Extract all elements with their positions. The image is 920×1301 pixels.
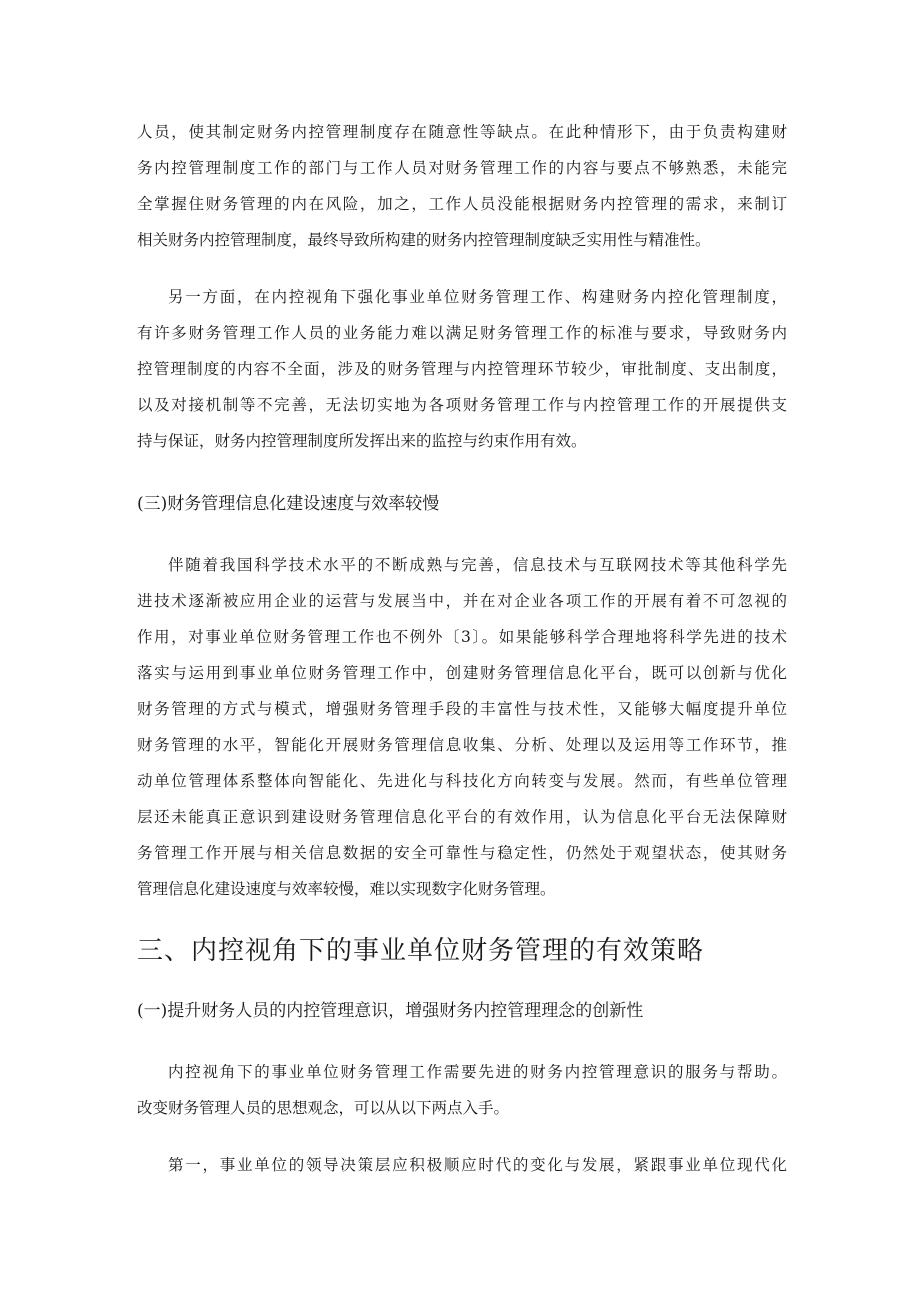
paragraph-line: 人员，使其制定财务内控管理制度存在随意性等缺点。在此种情形下，由于负责构建财 [137,123,787,141]
paragraph-line: 财务管理的水平，智能化开展财务管理信息收集、分析、处理以及运用等工作环节，推 [137,736,787,754]
paragraph-line: 内控视角下的事业单位财务管理工作需要先进的财务内控管理意识的服务与帮助。 [168,1063,787,1081]
paragraph-line: 第一，事业单位的领导决策层应积极顺应时代的变化与发展，紧跟事业单位现代化 [168,1156,787,1174]
paragraph-line: 务内控管理制度工作的部门与工作人员对财务管理工作的内容与要点不够熟悉，未能完 [137,159,787,177]
paragraph-line: 财务管理的方式与模式，增强财务管理手段的丰富性与技术性，又能够大幅度提升单位 [137,700,787,718]
paragraph-line: 落实与运用到事业单位财务管理工作中，创建财务管理信息化平台，既可以创新与优化 [137,664,787,682]
paragraph-line: 务管理工作开展与相关信息数据的安全可靠性与稳定性，仍然处于观望状态，使其财务 [137,844,787,862]
paragraph-line: 作用，对事业单位财务管理工作也不例外〔3〕。如果能够科学合理地将科学先进的技术 [137,628,787,646]
paragraph-line: 有许多财务管理工作人员的业务能力难以满足财务管理工作的标准与要求，导致财务内 [137,324,787,342]
paragraph-line: 管理信息化建设速度与效率较慢，难以实现数字化财务管理。 [137,880,556,898]
paragraph-line: 层还未能真正意识到建设财务管理信息化平台的有效作用，认为信息化平台无法保障财 [137,808,787,826]
paragraph-line: 控管理制度的内容不全面，涉及的财务管理与内控管理环节较少，审批制度、支出制度， [137,360,787,378]
paragraph-line: 相关财务内控管理制度，最终导致所构建的财务内控管理制度缺乏实用性与精准性。 [137,231,711,249]
paragraph-line: 持与保证，财务内控管理制度所发挥出来的监控与约束作用有效。 [137,432,587,450]
paragraph-line: 全掌握住财务管理的内在风险，加之，工作人员没能根据财务内控管理的需求，来制订 [137,195,787,213]
paragraph-line: 伴随着我国科学技术水平的不断成熟与完善，信息技术与互联网技术等其他科学先 [168,556,787,574]
section-heading: 三、内控视角下的事业单位财务管理的有效策略 [137,936,705,966]
paragraph-line: 动单位管理体系整体向智能化、先进化与科技化方向转变与发展。然而，有些单位管理 [137,772,787,790]
subsection-heading: (一)提升财务人员的内控管理意识，增强财务内控管理理念的创新性 [137,1001,644,1021]
paragraph-line: 以及对接机制等不完善，无法切实地为各项财务管理工作与内控管理工作的开展提供支 [137,396,787,414]
subsection-heading: (三)财务管理信息化建设速度与效率较慢 [137,494,440,514]
paragraph-line: 进技术逐渐被应用企业的运营与发展当中，并在对企业各项工作的开展有着不可忽视的 [137,592,787,610]
paragraph-line: 改变财务管理人员的思想观念，可以从以下两点入手。 [137,1099,510,1117]
paragraph-line: 另一方面，在内控视角下强化事业单位财务管理工作、构建财务内控化管理制度， [168,288,787,306]
